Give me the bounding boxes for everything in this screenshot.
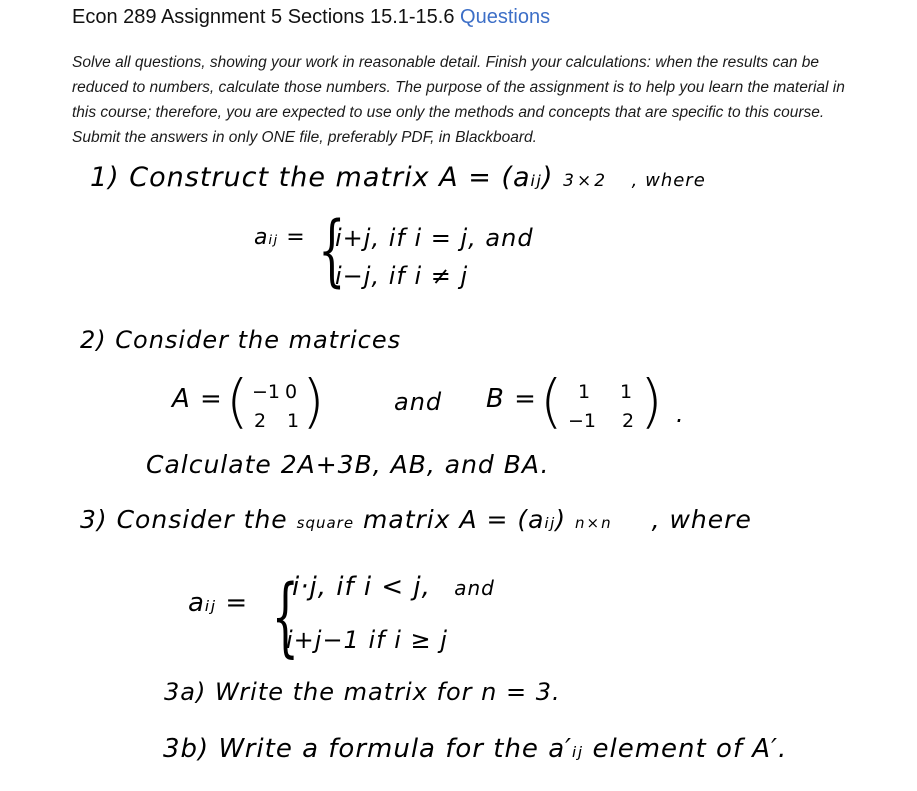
q3-definition-lhs: aᵢⱼ = [188, 588, 249, 618]
q3-matrix: matrix A = (aᵢⱼ) [363, 505, 567, 534]
matrix-b-left-paren: ( [540, 367, 563, 435]
instructions: Solve all questions, showing your work in reasonable detail. Finish your calculations: when the results can be reduced to numbers, calculate those numbers. The purpose of the assignment is to help you learn the material in this course; therefore, you are expected to use only the methods and concepts that are specific to this course. Submit the answers in only ONE file, preferably PDF, in Blackboard. [72, 54, 845, 146]
q1-brace: { [318, 206, 346, 296]
q1-case-1: i+j, if i = j, and [335, 224, 534, 252]
matrix-b-cell-22: 2 [622, 410, 635, 432]
q3-case-2: i+j−1 if i ≥ j [286, 626, 448, 654]
q3-case-1-text: i·j, if i < j, [292, 572, 431, 602]
questions-link[interactable]: Questions [460, 6, 551, 28]
q3-dims: n×n [575, 514, 613, 532]
q3-case-1-and: and [454, 576, 495, 600]
matrix-a-cell-22: 1 [287, 410, 300, 432]
matrix-a-left-paren: ( [226, 367, 249, 435]
q3-brace: { [271, 567, 300, 667]
q2-calculate: Calculate 2A+3B, AB, and BA. [146, 450, 550, 479]
q2-period: . [676, 400, 685, 428]
q1-case-2: i−j, if i ≠ j [335, 262, 469, 290]
matrix-a-cell-12: 0 [285, 381, 298, 403]
q1-text: 1) Construct the matrix A = (aᵢⱼ) [90, 162, 554, 193]
q3-where: , where [651, 505, 752, 534]
q1-dims: 3×2 [563, 171, 609, 191]
q3-statement [80, 505, 752, 534]
q1-where: , where [631, 170, 706, 191]
q2-statement: 2) Consider the matrices [80, 326, 402, 354]
matrix-a-label: A = [172, 384, 223, 414]
q3b-statement: 3b) Write a formula for the a′ᵢⱼ element of A′. [163, 734, 788, 764]
matrix-a-cell-11: −1 [252, 381, 281, 403]
title-text: Econ 289 Assignment 5 Sections 15.1-15.6 [72, 6, 455, 28]
matrix-a-right-paren: ) [302, 367, 325, 435]
matrix-b-label: B = [486, 384, 537, 414]
q1-definition-lhs: aᵢⱼ = [254, 225, 306, 250]
matrix-b-cell-12: 1 [620, 381, 633, 403]
matrix-b-cell-21: −1 [568, 410, 597, 432]
q3-square: square [296, 514, 355, 532]
q3a-statement: 3a) Write the matrix for n = 3. [164, 678, 561, 706]
q1-statement [90, 162, 706, 193]
matrix-b-cell-11: 1 [578, 381, 591, 403]
matrix-a-cell-21: 2 [254, 410, 267, 432]
q3-text: 3) Consider the [80, 505, 288, 534]
page-title [72, 6, 550, 29]
q3-case-1 [292, 572, 495, 602]
matrix-b-right-paren: ) [640, 367, 663, 435]
q2-and: and [394, 388, 443, 416]
